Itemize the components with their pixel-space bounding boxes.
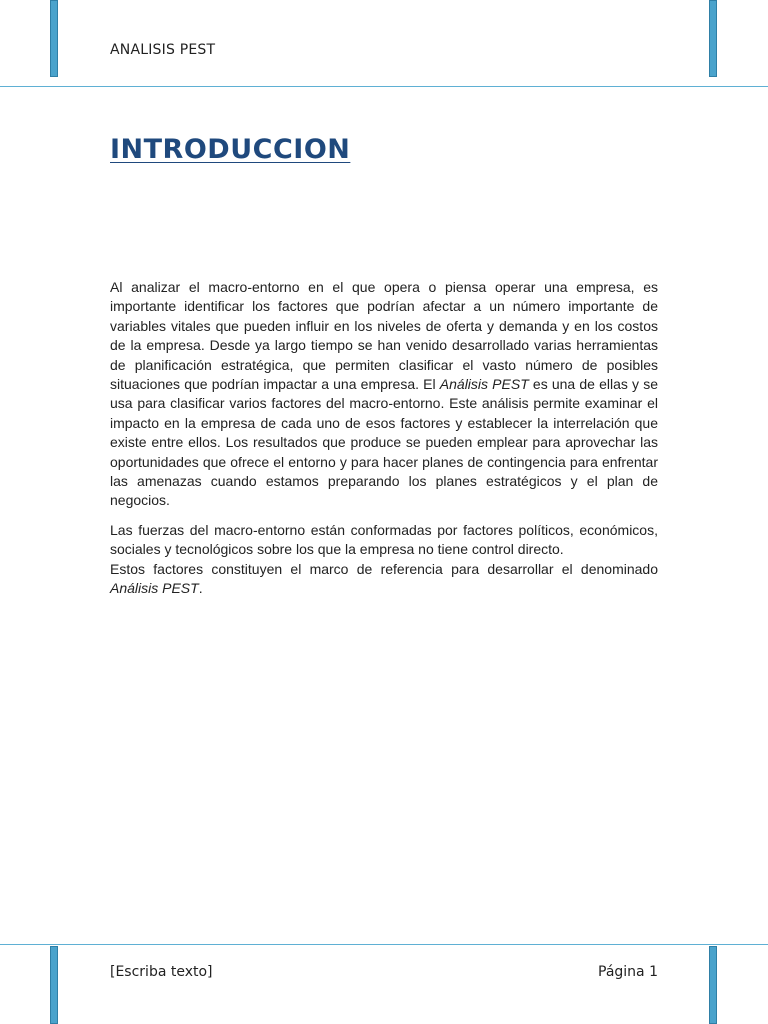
header-right-accent-bar: [709, 0, 717, 77]
paragraph-1-text-a: Al analizar el macro-entorno en el que opera o piensa operar una empresa, es importante identificar los factores que podrían afectar a un número importante de variables vitales que pueden influir en los niveles de oferta y demanda y en los costos de la empresa. Desde ya largo tiempo se han venido desarrollado varias herramientas de planificación estratégica, que permiten clasificar el vasto número de posibles situaciones que podrían impactar a una empresa. El: [110, 279, 658, 393]
footer-right-accent-bar: [709, 946, 717, 1024]
paragraph-2: Las fuerzas del macro-entorno están conformadas por factores políticos, económicos, sociales y tecnológicos sobre los que la empresa no tiene control directo.: [110, 521, 658, 558]
page-number: Página 1: [598, 964, 658, 980]
paragraph-3-text-a: Estos factores constituyen el marco de referencia para desarrollar el denominado: [110, 560, 658, 577]
footer-placeholder-text: [Escriba texto]: [110, 964, 213, 980]
paragraph-1-emphasis: Análisis PEST: [439, 376, 529, 393]
document-body: [110, 278, 658, 599]
footer-divider: [0, 944, 768, 945]
page-title: INTRODUCCION: [110, 134, 351, 165]
footer-left-accent-bar: [50, 946, 58, 1024]
paragraph-3: [110, 560, 658, 599]
paragraph-3-text-b: .: [198, 580, 203, 597]
header-left-accent-bar: [50, 0, 58, 77]
header-divider: [0, 86, 768, 87]
paragraph-3-emphasis: Análisis PEST: [110, 580, 199, 597]
paragraph-1: [110, 278, 658, 511]
page-header: ANALISIS PEST: [110, 42, 216, 58]
paragraph-1-text-b: es una de ellas y se usa para clasificar varios factores del macro-entorno. Este análisis permite examinar el impacto en la empresa de cada uno de esos factores y establecer la interrelación que existe entre ellos. Los resultados que produce se pueden emplear para aprovechar las oportunidades que ofrece el entorno y para hacer planes de contingencia para enfrentar las amenazas cuando estamos preparando los planes estratégicos y el plan de negocios.: [110, 376, 658, 509]
